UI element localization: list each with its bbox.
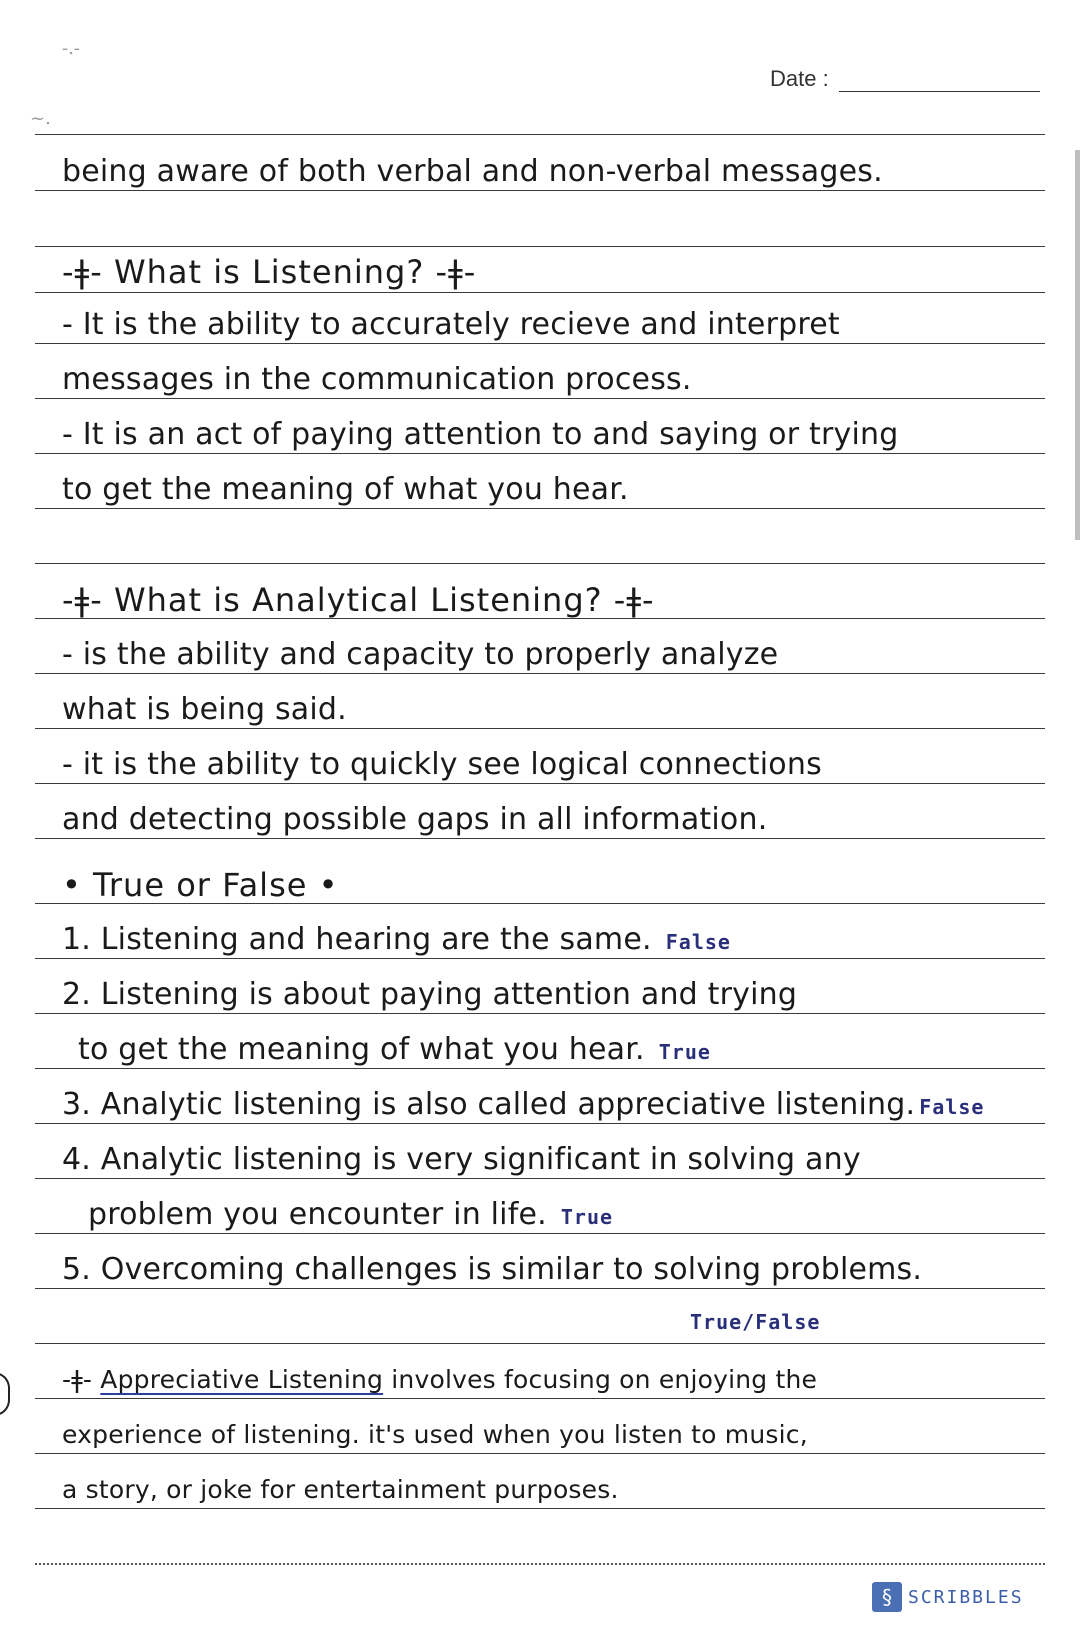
date-field <box>770 60 1040 92</box>
quiz-item-4: 4. Analytic listening is very significant in solving any <box>62 1142 861 1177</box>
section-heading-listening: -ǂ- What is Listening? -ǂ- <box>62 253 477 291</box>
note-line: and detecting possible gaps in all information. <box>62 802 768 837</box>
note-line: being aware of both verbal and non-verbal messages. <box>62 154 883 189</box>
date-label: Date : <box>770 66 829 91</box>
quiz-question: problem you encounter in life. <box>88 1197 547 1232</box>
note-line: to get the meaning of what you hear. <box>62 472 629 507</box>
ruled-line <box>35 134 1045 135</box>
scan-mark: -.- <box>62 38 80 59</box>
note-line: messages in the communication process. <box>62 362 692 397</box>
ruled-line <box>35 246 1045 247</box>
quiz-question: 1. Listening and hearing are the same. <box>62 922 652 957</box>
quiz-question: to get the meaning of what you hear. <box>78 1032 645 1067</box>
quiz-item-4-cont <box>88 1195 1078 1237</box>
note-text: involves focusing on enjoying the <box>391 1365 818 1394</box>
quiz-question: 3. Analytic listening is also called appreciative listening. <box>62 1087 916 1122</box>
note-line: - it is the ability to quickly see logical connections <box>62 747 822 782</box>
section-heading-analytical: -ǂ- What is Analytical Listening? -ǂ- <box>62 581 655 619</box>
ruled-line <box>35 1563 1045 1565</box>
note-line: - It is an act of paying attention to and saying or trying <box>62 417 899 452</box>
scribbles-logo-text: SCRIBBLES <box>908 1586 1024 1608</box>
quiz-item-3 <box>62 1085 1052 1127</box>
appreciative-listening-line <box>62 1360 1052 1400</box>
quiz-answer: True <box>560 1205 614 1229</box>
scan-mark: ~. <box>30 108 51 129</box>
note-line: - It is the ability to accurately recieve and interpret <box>62 307 840 342</box>
bullet-mark: -ǂ- <box>62 1365 93 1394</box>
note-line: - is the ability and capacity to properly analyze <box>62 637 779 672</box>
date-line <box>839 69 1040 92</box>
quiz-item-5: 5. Overcoming challenges is similar to solving problems. <box>62 1252 923 1287</box>
section-heading-true-false: • True or False • <box>62 866 339 904</box>
quiz-answer: False <box>919 1095 985 1119</box>
quiz-answer: False <box>665 930 731 954</box>
quiz-item-2: 2. Listening is about paying attention and trying <box>62 977 798 1012</box>
appreciative-listening-term: Appreciative Listening <box>100 1365 384 1394</box>
note-line: what is being said. <box>62 692 347 727</box>
quiz-item-2-cont <box>78 1030 1068 1072</box>
scribbles-logo <box>872 1582 1024 1612</box>
scribbles-logo-icon: § <box>872 1582 902 1612</box>
quiz-item-5-answer <box>690 1300 890 1342</box>
margin-bracket <box>0 1372 10 1416</box>
ruled-line <box>35 292 1045 293</box>
quiz-item-1 <box>62 920 1052 962</box>
quiz-answer: True/False <box>690 1310 821 1334</box>
note-line: a story, or joke for entertainment purposes. <box>62 1475 619 1504</box>
ruled-line <box>35 563 1045 564</box>
ruled-line <box>35 1343 1045 1344</box>
scan-edge <box>1075 150 1080 540</box>
quiz-answer: True <box>658 1040 711 1064</box>
note-line: experience of listening. it's used when you listen to music, <box>62 1420 808 1449</box>
